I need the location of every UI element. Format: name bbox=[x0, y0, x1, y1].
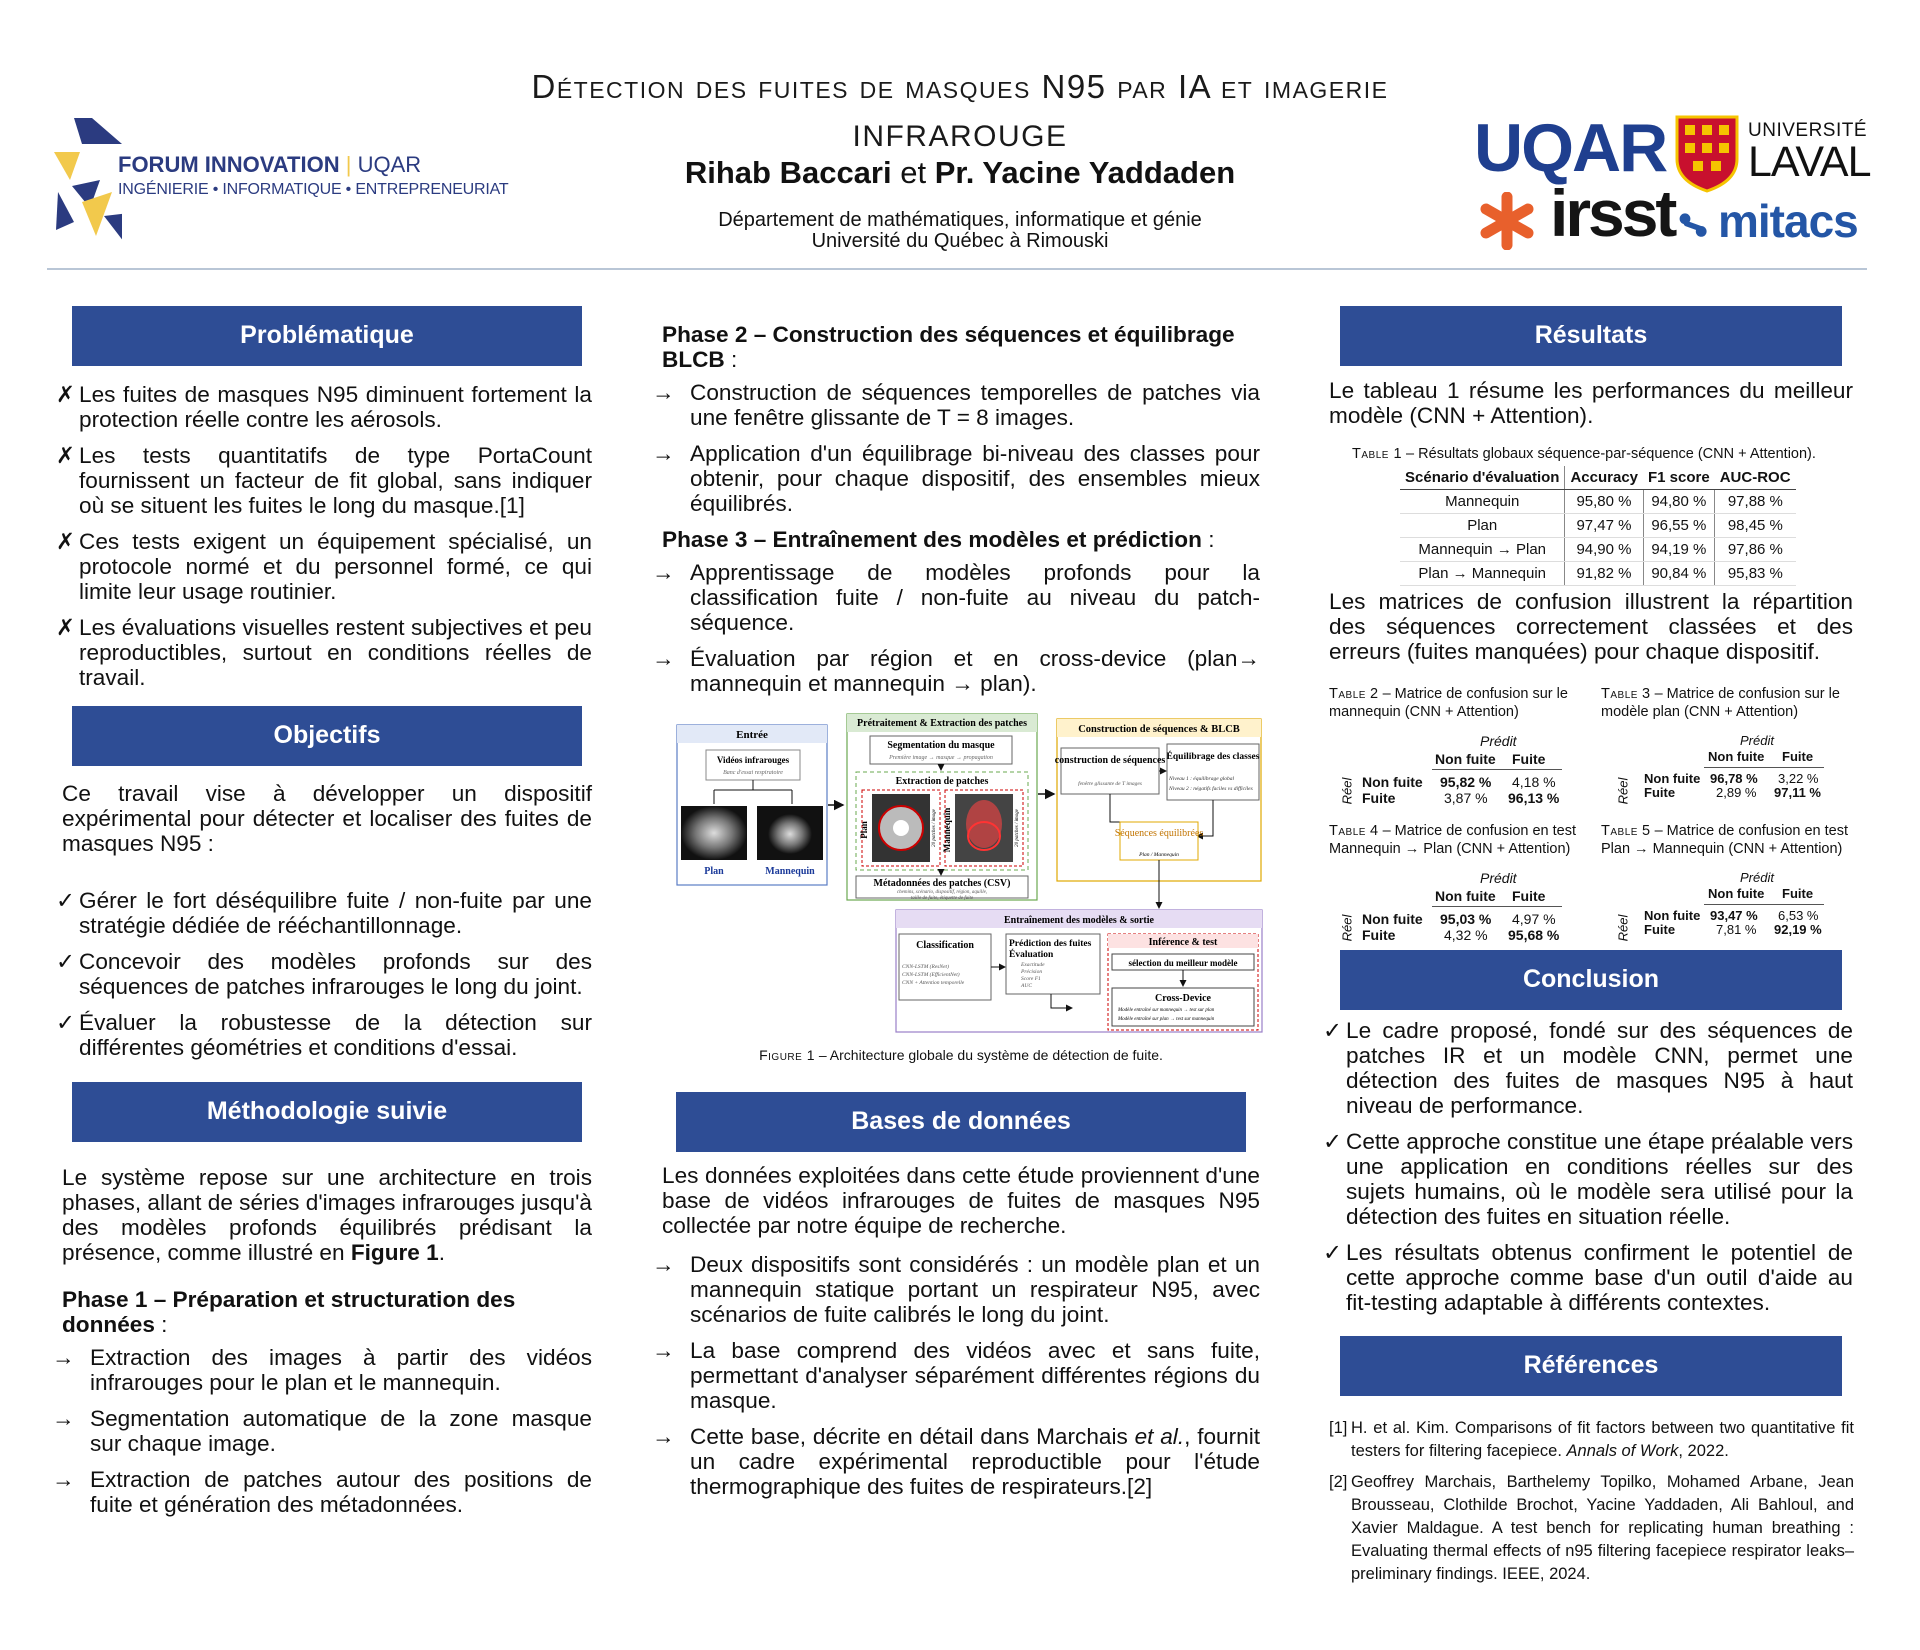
cm-value: 4,97 % bbox=[1512, 911, 1556, 927]
predit-label: Prédit bbox=[1740, 870, 1774, 885]
cm-value: 3,22 % bbox=[1778, 771, 1819, 786]
fig-segmentation: Segmentation du masque bbox=[887, 740, 995, 751]
fig-construction: Construction de séquences & BLCB bbox=[1078, 724, 1240, 735]
table-header: F1 score bbox=[1643, 466, 1715, 490]
table5-caption: Table 5 – Matrice de confusion en test Plan → Mannequin (CNN + Attention) bbox=[1601, 823, 1849, 857]
fig-classif-1: CNN-LSTM (ResNet) bbox=[902, 964, 949, 970]
reference-1: [1] H. et al. Kim. Comparisons of fit factors between two quantitative fit testers for filtering facepiece. Annals of Work, 2022. bbox=[1329, 1419, 1854, 1460]
methodologie-intro: Le système repose sur une architecture en trois phases, allant de séries d'images infrarouges jusqu'à des modèles profonds équilibrés prédisant la présence, comme illustré en Figure 1. bbox=[62, 1165, 592, 1265]
list-item: → Cette base, décrite en détail dans Marchais et al., fournit un cadre expérimental reproductible pour l'étude thermographique des fuites de respirateurs.[2] bbox=[652, 1424, 1260, 1499]
cm-value: 6,53 % bbox=[1778, 908, 1819, 923]
irsst-logo: irsst bbox=[1550, 176, 1675, 250]
cm-value: 96,13 % bbox=[1508, 790, 1560, 806]
mitacs-symbol-icon bbox=[1676, 208, 1712, 244]
confusion-matrix-plan bbox=[1615, 733, 1850, 813]
fig-crossdevice: Cross-Device bbox=[1155, 993, 1211, 1004]
fig-inference: Inférence & test bbox=[1148, 937, 1218, 948]
list-item: ✓ Le cadre proposé, fondé sur des séquences de patches IR et un modèle CNN, permet une détection des fuites de masques N95 à haut niveau de performance. bbox=[1323, 1018, 1853, 1118]
fig-mannequin: Mannequin bbox=[765, 866, 815, 877]
affiliation: Département de mathématiques, informatique et génie Université du Québec à Rimouski bbox=[718, 209, 1202, 252]
list-item: → La base comprend des vidéos avec et sans fuite, permettant d'analyser séparément différentes régions du masque. bbox=[652, 1338, 1260, 1413]
fig-prediction: Prédiction des fuites bbox=[1009, 939, 1092, 949]
predit-label: Prédit bbox=[1480, 870, 1517, 886]
reel-label: Réel bbox=[1339, 914, 1355, 942]
list-item: ✗ Les évaluations visuelles restent subjectives et peu reproductibles, surtout en conditions réelles de travail. bbox=[56, 615, 592, 690]
fig-selection: sélection du meilleur modèle bbox=[1128, 958, 1238, 968]
fig-pretraitement: Prétraitement & Extraction des patches bbox=[857, 718, 1027, 729]
ir-image-plan bbox=[681, 806, 747, 860]
col-fuite: Fuite bbox=[1782, 749, 1814, 764]
mitacs-logo: mitacs bbox=[1718, 195, 1858, 247]
fig-patches-side-1: 20 patches / image bbox=[932, 809, 937, 847]
table-row: Mannequin 95,80 % 94,80 % 97,88 % bbox=[1400, 490, 1796, 514]
predit-label: Prédit bbox=[1740, 733, 1774, 748]
fig-sequences: Séquences équilibrées bbox=[1114, 828, 1204, 839]
list-item: → Application d'un équilibrage bi-niveau des classes pour obtenir, pour chaque dispositif, des ensembles mieux équilibrés. bbox=[652, 441, 1260, 516]
cm-value: 96,78 % bbox=[1710, 771, 1758, 786]
row-non-fuite: Non fuite bbox=[1362, 774, 1423, 790]
row-non-fuite: Non fuite bbox=[1644, 771, 1701, 786]
cm-value: 95,82 % bbox=[1440, 774, 1492, 790]
fig-classif-3: CNN + Attention temporelle bbox=[902, 980, 965, 986]
fig-eval-1: Exactitude bbox=[1021, 962, 1045, 968]
table3-caption: Table 3 – Matrice de confusion sur le modèle plan (CNN + Attention) bbox=[1601, 686, 1840, 720]
table-row: Mannequin → Plan 94,90 % 94,19 % 97,86 % bbox=[1400, 538, 1796, 562]
row-fuite: Fuite bbox=[1644, 922, 1676, 937]
fig-videos-sub: Banc d'essai respiratoire bbox=[723, 770, 783, 776]
figure-caption: Figure 1 – Architecture globale du système de détection de fuite. bbox=[759, 1047, 1163, 1063]
bases-intro: Les données exploitées dans cette étude proviennent d'une base de vidéos infrarouges de fuites de masques N95 collectée par notre équipe de recherche. bbox=[662, 1163, 1260, 1238]
fig-videos: Vidéos infrarouges bbox=[716, 755, 790, 765]
fig-metadonnees: Métadonnées des patches (CSV) bbox=[873, 878, 1011, 889]
confusion-matrix-mannequin-plan bbox=[1340, 870, 1590, 950]
list-item: ✗ Les fuites de masques N95 diminuent fortement la protection réelle contre les aérosols. bbox=[56, 382, 592, 432]
fig-cross-1: Modèle entraîné sur mannequin → test sur plan bbox=[1118, 1008, 1215, 1013]
cm-value: 95,03 % bbox=[1440, 911, 1492, 927]
cm-value: 92,19 % bbox=[1774, 922, 1822, 937]
table-row: Plan → Mannequin 91,82 % 90,84 % 95,83 % bbox=[1400, 562, 1796, 586]
fig-segmentation-sub: Première image → masque → propagation bbox=[889, 755, 993, 761]
fig-entrainement: Entraînement des modèles & sortie bbox=[1004, 915, 1154, 926]
list-item: → Évaluation par région et en cross-device (plan→ mannequin et mannequin → plan). bbox=[652, 646, 1260, 696]
objectifs-body bbox=[56, 781, 592, 1071]
col-non-fuite: Non fuite bbox=[1435, 888, 1496, 904]
objectifs-intro: Ce travail vise à développer un dispositif expérimental pour détecter et localiser des fuites de masques N95 : bbox=[62, 781, 592, 856]
col-non-fuite: Non fuite bbox=[1708, 749, 1765, 764]
list-item: ✓ Évaluer la robustesse de la détection sur différentes géométries et conditions d'essai. bbox=[56, 1010, 592, 1060]
fig-construction-seq-sub: fenêtre glissante de T images bbox=[1078, 781, 1142, 787]
partner-logos bbox=[1470, 110, 1880, 250]
conclusion-list bbox=[1323, 1018, 1853, 1326]
row-fuite: Fuite bbox=[1644, 785, 1676, 800]
results-table bbox=[1400, 466, 1796, 586]
laval-shield-icon bbox=[1675, 115, 1739, 193]
fig-metadonnees-sub2: taille de fuite, étiquette de fuite bbox=[910, 896, 974, 901]
confusion-matrix-plan-mannequin bbox=[1615, 870, 1850, 950]
section-resultats: Résultats bbox=[1340, 306, 1842, 366]
forum-logo-mark-icon bbox=[52, 112, 122, 252]
cm-value: 7,81 % bbox=[1716, 922, 1757, 937]
reel-label: Réel bbox=[1615, 777, 1631, 805]
section-references: Références bbox=[1340, 1336, 1842, 1396]
cm-value: 4,18 % bbox=[1512, 774, 1556, 790]
fig-classif-2: CNN-LSTM (EfficientNet) bbox=[902, 972, 960, 978]
phase3-title: Phase 3 – Entraînement des modèles et prédiction : bbox=[662, 527, 1215, 552]
forum-subtitle: INGÉNIERIE • INFORMATIQUE • ENTREPRENEURIAT bbox=[118, 181, 509, 198]
phases-2-3 bbox=[652, 322, 1260, 707]
confusion-matrix-mannequin bbox=[1340, 733, 1590, 813]
phase2-title: Phase 2 – Construction des séquences et équilibrage BLCB : bbox=[662, 322, 1235, 372]
laval-logo: UNIVERSITÉ LAVAL bbox=[1748, 120, 1871, 186]
table-header: Scénario d'évaluation bbox=[1400, 466, 1565, 490]
forum-title: FORUM INNOVATION | UQAR bbox=[118, 152, 422, 177]
reference-2: [2] Geoffrey Marchais, Barthelemy Topilko, Mohamed Arbane, Jean Brousseau, Clothilde Brochot, Yacine Yaddaden, Ali Bahloul, and Xavier Maldague. A test bench for replicating human breathing : Evaluating thermal effects of n95 filtering facepiece respirator leaks–preliminary findings. IEEE, 2024. bbox=[1329, 1473, 1854, 1583]
cm-value: 2,89 % bbox=[1716, 785, 1757, 800]
table4-caption: Table 4 – Matrice de confusion en test Mannequin → Plan (CNN + Attention) bbox=[1329, 823, 1577, 857]
col-fuite: Fuite bbox=[1782, 886, 1814, 901]
list-item: ✓ Gérer le fort déséquilibre fuite / non-fuite par une stratégie dédiée de rééchantillonnage. bbox=[56, 888, 592, 938]
row-fuite: Fuite bbox=[1362, 927, 1396, 943]
cm-value: 4,32 % bbox=[1444, 927, 1488, 943]
fig-eval-3: Score F1 bbox=[1021, 976, 1041, 982]
list-item: ✗ Les tests quantitatifs de type PortaCount fournissent un facteur de fit global, sans indiquer où se situent les fuites le long du masque.[1] bbox=[56, 443, 592, 518]
architecture-figure bbox=[676, 712, 1264, 1034]
list-item: → Extraction des images à partir des vidéos infrarouges pour le plan et le mannequin. bbox=[52, 1345, 592, 1395]
entree-box bbox=[677, 725, 827, 885]
list-item: ✗ Ces tests exigent un équipement spécialisé, un protocole normé et du personnel formé, ce qui limite leur usage routinier. bbox=[56, 529, 592, 604]
fig-niveau2: Niveau 2 : négatifs faciles vs difficiles bbox=[1169, 786, 1253, 792]
fig-eval-4: AUC bbox=[1021, 983, 1032, 989]
problematique-list bbox=[56, 382, 592, 701]
fig-eval-2: Précision bbox=[1021, 969, 1043, 975]
list-item: → Extraction de patches autour des positions de fuite et génération des métadonnées. bbox=[52, 1467, 592, 1517]
fig-cross-2: Modèle entraîné sur plan → test sur mannequin bbox=[1118, 1017, 1215, 1022]
fig-plan-side: Plan bbox=[859, 821, 869, 839]
cm-value: 3,87 % bbox=[1444, 790, 1488, 806]
fig-entree: Entrée bbox=[736, 729, 768, 741]
cm-value: 97,11 % bbox=[1774, 785, 1821, 800]
fig-equilibrage: Équilibrage des classes bbox=[1166, 752, 1260, 762]
row-fuite: Fuite bbox=[1362, 790, 1396, 806]
list-item: → Apprentissage de modèles profonds pour la classification fuite / non-fuite au niveau du patch-séquence. bbox=[652, 560, 1260, 635]
list-item: → Deux dispositifs sont considérés : un modèle plan et un mannequin statique portant un respirateur N95, avec scénarios de fuite calibrés le long du joint. bbox=[652, 1252, 1260, 1327]
reel-label: Réel bbox=[1339, 777, 1355, 805]
section-methodologie: Méthodologie suivie bbox=[72, 1082, 582, 1142]
fig-evaluation: Évaluation bbox=[1009, 950, 1054, 960]
fig-plan: Plan bbox=[704, 866, 724, 877]
list-item: ✓ Cette approche constitue une étape préalable vers une application en conditions réelles sur des sujets humains, où le modèle sera utilisé pour la détection des fuites en situation réelle. bbox=[1323, 1129, 1853, 1229]
fig-niveau1: Niveau 1 : équilibrage global bbox=[1169, 776, 1235, 782]
methodologie-body bbox=[52, 1165, 592, 1528]
bases-body bbox=[652, 1163, 1260, 1510]
table-header: AUC-ROC bbox=[1715, 466, 1796, 490]
row-non-fuite: Non fuite bbox=[1362, 911, 1423, 927]
irsst-star-icon bbox=[1478, 192, 1536, 250]
fig-construction-seq: construction de séquences bbox=[1054, 755, 1166, 766]
fig-patches-side-2: 20 patches / image bbox=[1015, 809, 1020, 847]
row-non-fuite: Non fuite bbox=[1644, 908, 1701, 923]
header-divider bbox=[47, 268, 1867, 270]
fig-classification: Classification bbox=[916, 940, 974, 951]
phase1-title: Phase 1 – Préparation et structuration des données : bbox=[62, 1287, 516, 1337]
list-item: → Segmentation automatique de la zone masque sur chaque image. bbox=[52, 1406, 592, 1456]
table-header: Accuracy bbox=[1565, 466, 1643, 490]
col-non-fuite: Non fuite bbox=[1435, 751, 1496, 767]
predit-label: Prédit bbox=[1480, 733, 1517, 749]
col-fuite: Fuite bbox=[1512, 888, 1546, 904]
list-item: ✓ Concevoir des modèles profonds sur des séquences de patches infrarouges le long du joint. bbox=[56, 949, 592, 999]
cm-value: 93,47 % bbox=[1710, 908, 1758, 923]
section-bases: Bases de données bbox=[676, 1092, 1246, 1152]
section-objectifs: Objectifs bbox=[72, 706, 582, 766]
fig-mannequin-side: Mannequin bbox=[942, 807, 952, 853]
col-non-fuite: Non fuite bbox=[1708, 886, 1765, 901]
list-item: → Construction de séquences temporelles de patches via une fenêtre glissante de T = 8 images. bbox=[652, 380, 1260, 430]
cm-value: 95,68 % bbox=[1508, 927, 1560, 943]
fig-extraction: Extraction de patches bbox=[895, 776, 989, 787]
table-row: Plan 97,47 % 96,55 % 98,45 % bbox=[1400, 514, 1796, 538]
matrices-text: Les matrices de confusion illustrent la répartition des séquences correctement classées et des erreurs (fuites manquées) pour chaque dispositif. bbox=[1329, 589, 1853, 664]
poster-title: Détection des fuites de masques N95 par IA et imagerie INFRAROUGE bbox=[531, 68, 1389, 153]
table2-caption: Table 2 – Matrice de confusion sur le mannequin (CNN + Attention) bbox=[1329, 686, 1568, 720]
col-fuite: Fuite bbox=[1512, 751, 1546, 767]
fig-metadonnees-sub1: chemins, scénario, dispositif, région, aquille, bbox=[896, 890, 988, 895]
resultats-intro: Le tableau 1 résume les performances du meilleur modèle (CNN + Attention). bbox=[1329, 378, 1853, 428]
section-conclusion: Conclusion bbox=[1340, 950, 1842, 1010]
list-item: ✓ Les résultats obtenus confirment le potentiel de cette approche comme base d'un outil d'aide au fit-testing adaptable à différents contextes. bbox=[1323, 1240, 1853, 1315]
section-problematique: Problématique bbox=[72, 306, 582, 366]
fig-sequences-sub: Plan / Mannequin bbox=[1139, 852, 1179, 858]
reel-label: Réel bbox=[1615, 914, 1631, 942]
uqar-logo: UQAR bbox=[1474, 110, 1667, 186]
table1-caption: Table 1 – Résultats globaux séquence-par-séquence (CNN + Attention). bbox=[1352, 446, 1816, 462]
authors: Rihab Baccari et Pr. Yacine Yaddaden bbox=[684, 155, 1236, 190]
